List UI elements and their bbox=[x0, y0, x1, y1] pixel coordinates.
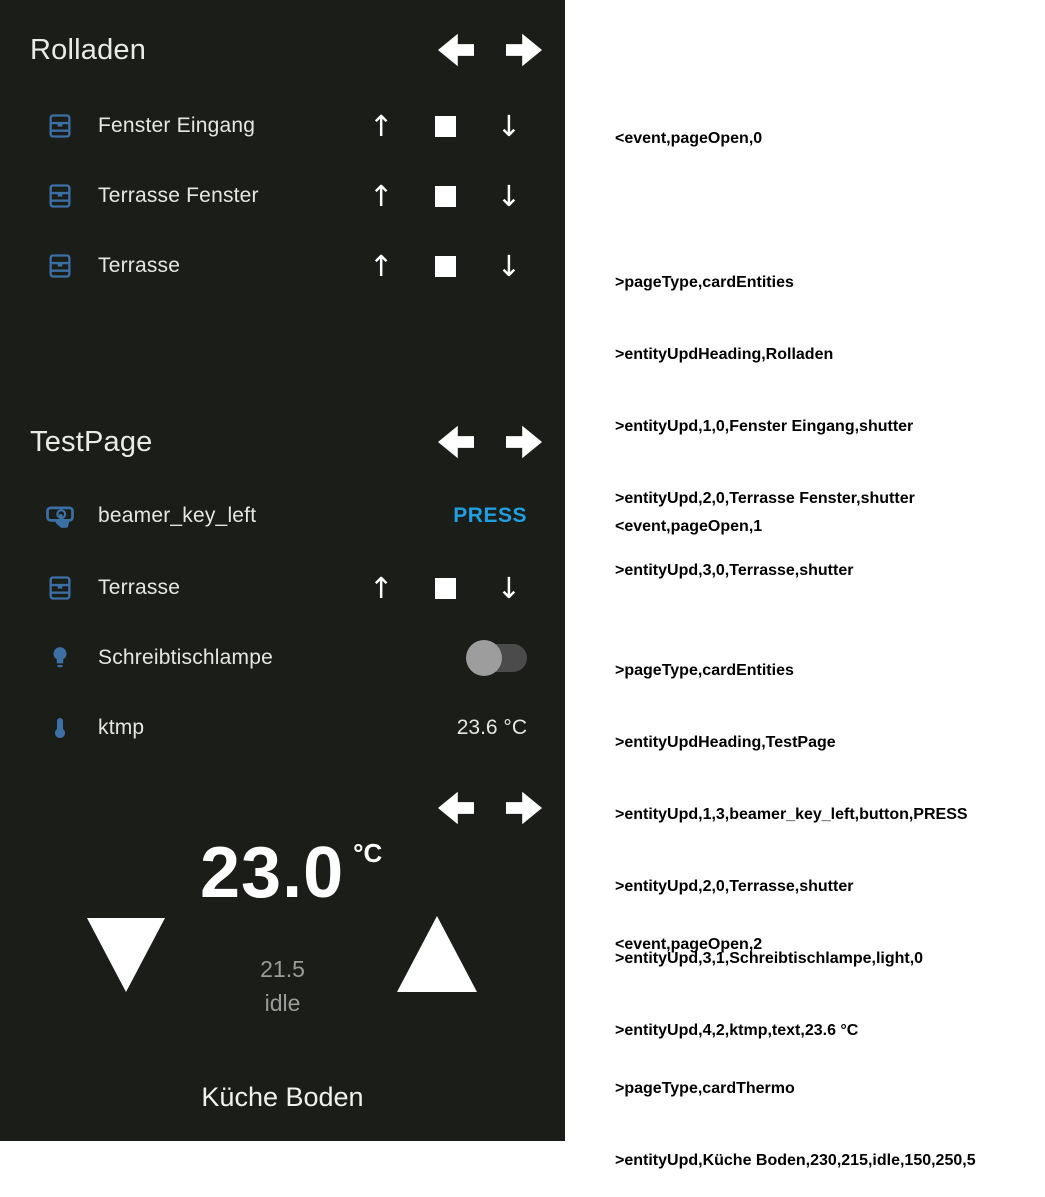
shutter-controls bbox=[369, 231, 521, 301]
shutter-stop-icon[interactable] bbox=[435, 256, 456, 277]
shutter-controls bbox=[369, 553, 521, 623]
log-line: >entityUpd,Küche Boden,230,215,idle,150,250,5 bbox=[615, 1152, 976, 1169]
entity-label: ktmp bbox=[98, 716, 145, 739]
log-line: >entityUpd,2,0,Terrasse Fenster,shutter bbox=[615, 490, 915, 507]
nav-left-icon[interactable] bbox=[438, 425, 474, 459]
nav-right-icon[interactable] bbox=[506, 791, 542, 825]
page-nav bbox=[438, 33, 542, 67]
page-nav bbox=[438, 791, 542, 825]
shutter-down-icon[interactable]: ↓ bbox=[496, 178, 521, 213]
log-line: >entityUpd,3,0,Terrasse,shutter bbox=[615, 562, 854, 579]
log-line: >pageType,cardThermo bbox=[615, 1080, 795, 1097]
entity-row bbox=[0, 161, 565, 231]
log-line: >pageType,cardEntities bbox=[615, 662, 794, 679]
testpage-header bbox=[30, 420, 542, 464]
page-title: TestPage bbox=[30, 425, 153, 458]
entity-label: beamer_key_left bbox=[98, 504, 257, 527]
log-line: >entityUpd,1,0,Fenster Eingang,shutter bbox=[615, 418, 914, 435]
log-line: >entityUpdHeading,Rolladen bbox=[615, 346, 834, 363]
nav-left-icon[interactable] bbox=[438, 33, 474, 67]
log-line: >pageType,cardEntities bbox=[615, 274, 794, 291]
temperature-unit: °C bbox=[353, 838, 383, 868]
shutter-down-icon[interactable]: ↓ bbox=[496, 570, 521, 605]
entity-row bbox=[0, 623, 565, 693]
shutter-stop-icon[interactable] bbox=[435, 578, 456, 599]
entity-row bbox=[0, 91, 565, 161]
lightbulb-icon bbox=[45, 642, 75, 674]
entity-label: Fenster Eingang bbox=[98, 114, 256, 137]
page-title: Rolladen bbox=[30, 33, 147, 66]
page-nav bbox=[438, 425, 542, 459]
window-shutter-icon bbox=[45, 250, 75, 282]
log-line: >entityUpd,1,3,beamer_key_left,button,PRESS bbox=[615, 806, 968, 823]
thermostat-title: Küche Boden bbox=[201, 1082, 364, 1112]
hvac-state: idle bbox=[264, 990, 301, 1016]
window-shutter-icon bbox=[45, 110, 75, 142]
current-temperature bbox=[200, 833, 383, 913]
shutter-stop-icon[interactable] bbox=[435, 116, 456, 137]
window-shutter-icon bbox=[45, 180, 75, 212]
log-line: <event,pageOpen,0 bbox=[615, 130, 763, 147]
press-button[interactable]: PRESS bbox=[453, 504, 527, 527]
nav-right-icon[interactable] bbox=[506, 33, 542, 67]
shutter-controls bbox=[369, 161, 521, 231]
shutter-up-icon[interactable]: ↑ bbox=[369, 248, 394, 283]
log-line: >entityUpd,4,2,ktmp,text,23.6 °C bbox=[615, 1022, 859, 1039]
shutter-stop-icon[interactable] bbox=[435, 186, 456, 207]
window-shutter-icon bbox=[45, 572, 75, 604]
log-line bbox=[615, 199, 915, 223]
log-line bbox=[615, 1005, 976, 1029]
nav-left-icon[interactable] bbox=[438, 791, 474, 825]
shutter-up-icon[interactable]: ↑ bbox=[369, 108, 394, 143]
entity-row bbox=[0, 481, 565, 551]
log-line: <event,pageOpen,1 bbox=[615, 518, 763, 535]
entity-label: Terrasse Fenster bbox=[98, 184, 259, 207]
shutter-up-icon[interactable]: ↑ bbox=[369, 570, 394, 605]
log-line: >entityUpd,3,1,Schreibtischlampe,light,0 bbox=[615, 950, 924, 967]
shutter-down-icon[interactable]: ↓ bbox=[496, 248, 521, 283]
nav-right-icon[interactable] bbox=[506, 425, 542, 459]
setpoint-value: 21.5 bbox=[260, 956, 305, 982]
log-line: >entityUpdHeading,TestPage bbox=[615, 734, 836, 751]
rolladen-header bbox=[30, 28, 542, 72]
log-line: <event,pageOpen,2 bbox=[615, 936, 763, 953]
log-block-pageopen-2 bbox=[615, 885, 976, 1197]
entity-row bbox=[0, 693, 565, 763]
shutter-down-icon[interactable]: ↓ bbox=[496, 108, 521, 143]
log-line: >entityUpd,2,0,Terrasse,shutter bbox=[615, 878, 854, 895]
toggle-knob[interactable] bbox=[466, 640, 502, 676]
entity-label: Terrasse bbox=[98, 254, 181, 277]
gesture-tap-button-icon bbox=[45, 500, 75, 532]
shutter-controls bbox=[369, 91, 521, 161]
sensor-value: 23.6 °C bbox=[456, 716, 527, 739]
light-toggle[interactable] bbox=[469, 644, 527, 672]
entity-label: Schreibtischlampe bbox=[98, 646, 273, 669]
entity-row bbox=[0, 553, 565, 623]
shutter-up-icon[interactable]: ↑ bbox=[369, 178, 394, 213]
entity-label: Terrasse bbox=[98, 576, 181, 599]
thermo-header bbox=[30, 786, 542, 830]
log-line bbox=[615, 587, 968, 611]
thermometer-icon bbox=[45, 712, 75, 744]
current-temperature-value: 23.0 bbox=[200, 833, 345, 913]
entity-row bbox=[0, 231, 565, 301]
